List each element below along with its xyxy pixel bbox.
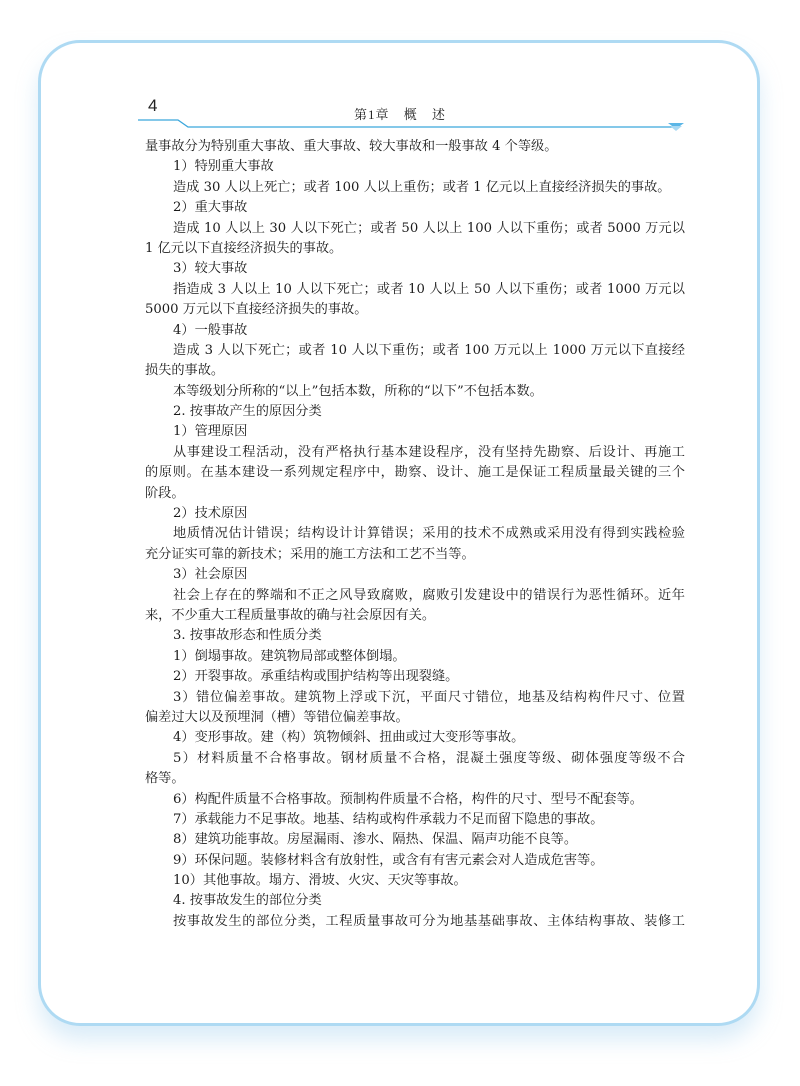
text-line: 1）特别重大事故 <box>173 159 274 175</box>
chapter-title: 第1章 概 述 <box>353 107 446 122</box>
text-line: 4. 按事故发生的部位分类 <box>173 893 322 909</box>
text-line: 阶段。 <box>145 485 185 501</box>
header-rule <box>138 112 688 132</box>
text-line: 3）社会原因 <box>173 567 248 583</box>
text-line: 7）承载能力不足事故。地基、结构或构件承载力不足而留下隐患的事故。 <box>173 811 604 827</box>
text-line: 格等。 <box>145 771 185 787</box>
text-line: 造成 3 人以下死亡；或者 10 人以下重伤；或者 100 万元以上 1000 万元以下直接经 <box>173 342 685 358</box>
text-line: 本等级划分所称的“以上”包括本数，所称的“以下”不包括本数。 <box>173 383 543 399</box>
text-line: 来，不少重大工程质量事故的确与社会原因有关。 <box>145 607 436 623</box>
page-number: 4 <box>148 96 158 115</box>
text-line: 从事建设工程活动，没有严格执行基本建设程序，没有坚持先勘察、后设计、再施工 <box>173 444 685 460</box>
text-line: 3）较大事故 <box>173 261 248 277</box>
text-line: 6）构配件质量不合格事故。预制构件质量不合格，构件的尺寸、型号不配套等。 <box>173 791 643 807</box>
text-line: 充分证实可靠的新技术；采用的施工方法和工艺不当等。 <box>145 546 475 562</box>
text-line: 9）环保问题。装修材料含有放射性，或含有有害元素会对人造成危害等。 <box>173 852 604 868</box>
text-line: 5000 万元以下直接经济损失的事故。 <box>145 302 368 318</box>
text-line: 4）变形事故。建（构）筑物倾斜、扭曲或过大变形等事故。 <box>173 730 525 746</box>
text-line: 4）一般事故 <box>173 322 248 338</box>
text-line: 造成 30 人以上死亡；或者 100 人以上重伤；或者 1 亿元以上直接经济损失的事故。 <box>173 179 671 195</box>
text-line: 2）开裂事故。承重结构或围护结构等出现裂缝。 <box>173 669 459 685</box>
text-line: 造成 10 人以上 30 人以下死亡；或者 50 人以上 100 人以下重伤；或者 5000 万元以 <box>173 220 685 236</box>
text-line: 10）其他事故。塌方、滑坡、火灾、天灾等事故。 <box>173 873 467 889</box>
text-line: 按事故发生的部位分类，工程质量事故可分为地基基础事故、主体结构事故、装修工 <box>173 913 685 929</box>
text-line: 1）管理原因 <box>173 424 248 440</box>
text-line: 3. 按事故形态和性质分类 <box>173 628 322 644</box>
text-line: 5）材料质量不合格事故。钢材质量不合格，混凝土强度等级、砌体强度等级不合 <box>173 750 685 766</box>
text-line: 3）错位偏差事故。建筑物上浮或下沉，平面尺寸错位，地基及结构构件尺寸、位置 <box>173 689 685 705</box>
text-line: 损失的事故。 <box>145 363 225 379</box>
text-line: 1）倒塌事故。建筑物局部或整体倒塌。 <box>173 648 406 664</box>
text-line: 地质情况估计错误；结构设计计算错误；采用的技术不成熟或采用没有得到实践检验 <box>173 526 685 542</box>
text-line: 8）建筑功能事故。房屋漏雨、渗水、隔热、保温、隔声功能不良等。 <box>173 832 578 848</box>
text-line: 量事故分为特别重大事故、重大事故、较大事故和一般事故 4 个等级。 <box>145 139 558 154</box>
text-line: 2）技术原因 <box>173 506 248 522</box>
text-line: 指造成 3 人以上 10 人以下死亡；或者 10 人以上 50 人以下重伤；或者 1000 万元以 <box>173 281 685 297</box>
text-line: 1 亿元以下直接经济损失的事故。 <box>145 240 343 256</box>
text-line: 2. 按事故产生的原因分类 <box>173 404 322 420</box>
body-text <box>145 137 685 932</box>
text-line: 2）重大事故 <box>173 200 248 216</box>
text-line: 社会上存在的弊端和不正之风导致腐败，腐败引发建设中的错误行为恶性循环。近年 <box>173 587 685 603</box>
text-line: 的原则。在基本建设一系列规定程序中，勘察、设计、施工是保证工程质量最关键的三个 <box>145 465 685 481</box>
text-line: 偏差过大以及预埋洞（槽）等错位偏差事故。 <box>145 709 409 725</box>
